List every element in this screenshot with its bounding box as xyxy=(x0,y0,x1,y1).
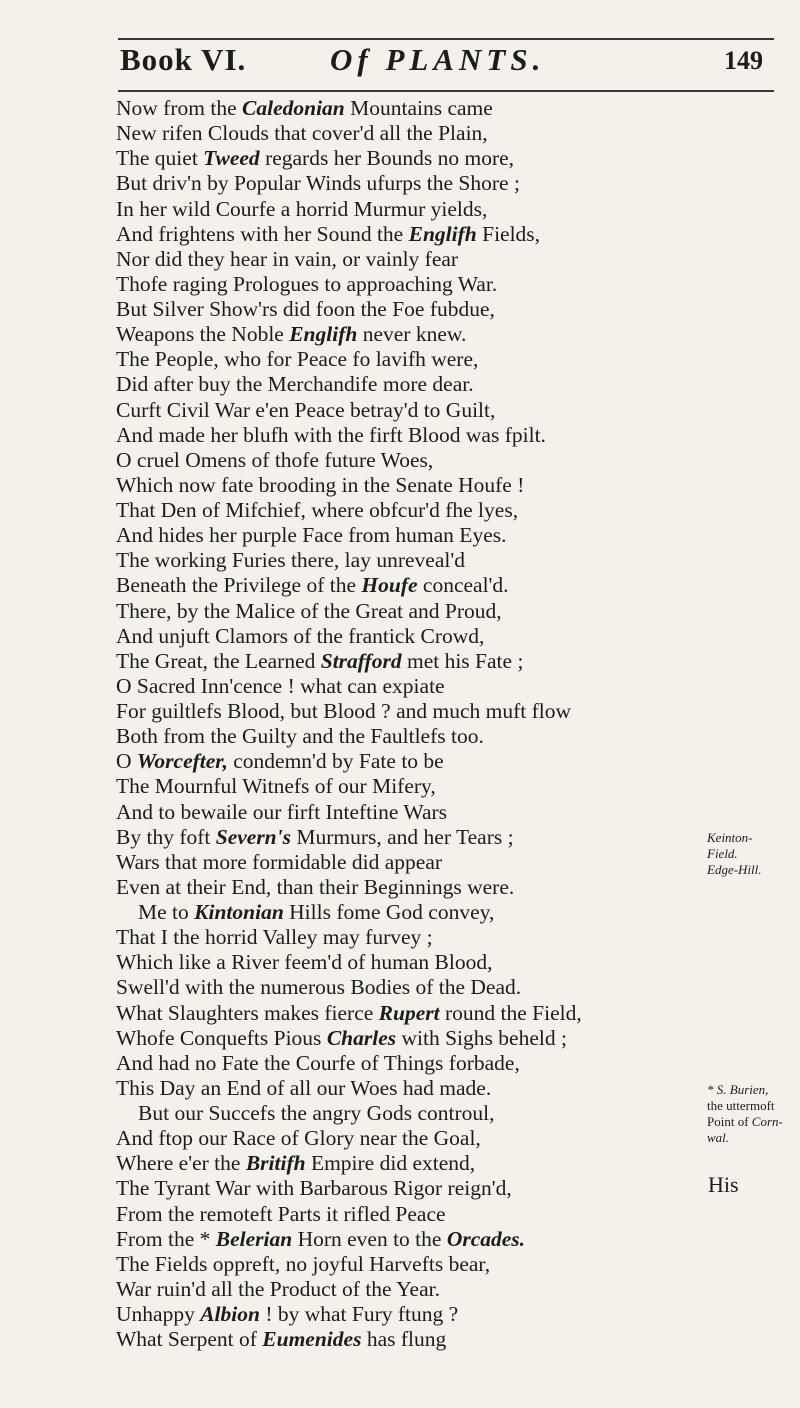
margin-note-line: * S. Burien, xyxy=(707,1082,769,1097)
verse-italic-name: Britifh xyxy=(245,1151,306,1176)
verse-line xyxy=(116,573,696,598)
verse-text: Where e'er the xyxy=(116,1151,246,1176)
verse-text: Mountains came xyxy=(344,96,493,120)
verse-text: Thofe raging Prologues to approaching War. xyxy=(116,271,498,296)
verse-text: For guiltlefs Blood, but Blood ? and much muft flow xyxy=(116,699,572,723)
verse-line xyxy=(116,599,696,624)
verse-line xyxy=(116,1026,696,1051)
verse-text: The working Furies there, lay unreveal'd xyxy=(116,548,465,573)
verse-text: met his Fate ; xyxy=(401,648,524,673)
verse-text: never knew. xyxy=(357,322,467,347)
verse-line xyxy=(116,1051,696,1076)
margin-note-keinton xyxy=(707,830,762,878)
verse-line xyxy=(116,674,696,699)
verse-line xyxy=(116,699,696,724)
verse-line xyxy=(116,1001,696,1026)
verse-italic-name: Englifh xyxy=(408,221,477,246)
verse-italic-name: Charles xyxy=(326,1025,397,1050)
verse-line xyxy=(116,96,696,121)
verse-italic-name: Strafford xyxy=(320,648,402,673)
verse-text: And ftop our Race of Glory near the Goal, xyxy=(116,1126,481,1151)
verse-text: regards her Bounds no more, xyxy=(259,146,515,171)
verse-line xyxy=(116,1327,696,1352)
verse-line xyxy=(116,649,696,674)
verse-line xyxy=(116,774,696,799)
margin-note-fragment: Point of xyxy=(707,1114,752,1129)
verse-italic-name: Worcefter, xyxy=(136,749,228,774)
verse-italic-name: Tweed xyxy=(203,146,260,171)
verse-text: Hills fome God convey, xyxy=(283,900,495,924)
verse-line xyxy=(116,1076,696,1101)
verse-line xyxy=(116,850,696,875)
verse-line xyxy=(116,950,696,975)
verse-line xyxy=(116,548,696,573)
margin-note-line xyxy=(707,1114,799,1130)
margin-note-fragment: Corn- xyxy=(751,1114,783,1129)
verse-text: Weapons the Noble xyxy=(116,322,290,347)
verse-text: Horn even to the xyxy=(292,1226,447,1251)
verse-text: War ruin'd all the Product of the Year. xyxy=(116,1276,440,1301)
verse-text: Wars that more formidable did appear xyxy=(116,849,443,874)
verse-text: That Den of Mifchief, where obfcur'd fhe lyes, xyxy=(116,498,519,522)
verse-text: Swell'd with the numerous Bodies of the Dead. xyxy=(116,975,522,1000)
verse-line xyxy=(116,1202,696,1227)
verse-text: That I the horrid Valley may furvey ; xyxy=(116,925,433,950)
verse-line xyxy=(116,1176,696,1201)
verse-text: condemn'd by Fate to be xyxy=(227,749,444,774)
verse-line xyxy=(116,1277,696,1302)
verse-italic-name: Kintonian xyxy=(194,900,284,924)
verse-italic-name: Englifh xyxy=(289,322,358,347)
verse-text: From the * xyxy=(116,1226,216,1251)
verse-text: O Sacred Inn'cence ! what can expiate xyxy=(116,673,445,698)
verse-line xyxy=(116,724,696,749)
verse-line xyxy=(116,222,696,247)
verse-line xyxy=(116,925,696,950)
verse-line xyxy=(116,272,696,297)
verse-line xyxy=(116,347,696,372)
running-head-title: Of PLANTS. xyxy=(330,42,546,77)
verse-text: Both from the Guilty and the Faultlefs too. xyxy=(116,724,484,749)
verse-line xyxy=(116,473,696,498)
verse-line xyxy=(116,1252,696,1277)
verse-line xyxy=(116,875,696,900)
verse-text: The People, who for Peace fo lavifh were, xyxy=(116,347,479,372)
verse-line xyxy=(116,1101,696,1126)
verse-text: The quiet xyxy=(116,146,204,171)
verse-line xyxy=(116,523,696,548)
verse-italic-name: Severn's xyxy=(215,824,291,849)
verse-text: But our Succefs the angry Gods controul, xyxy=(138,1101,495,1125)
verse-text: O cruel Omens of thofe future Woes, xyxy=(116,447,434,472)
verse-line xyxy=(116,1151,696,1176)
margin-note-line: Keinton- xyxy=(707,830,753,845)
verse-line xyxy=(116,197,696,222)
verse-text: And hides her purple Face from human Eyes. xyxy=(116,523,507,548)
verse-text: But Silver Show'rs did foon the Foe fubdue, xyxy=(116,297,495,321)
verse-text: Beneath the Privilege of the xyxy=(116,573,362,598)
verse-text: Empire did extend, xyxy=(305,1151,476,1176)
verse-text: From the remoteft Parts it rifled Peace xyxy=(116,1201,446,1226)
verse-italic-name: Eumenides xyxy=(262,1327,362,1352)
verse-line xyxy=(116,121,696,146)
verse-text: Whofe Conquefts Pious xyxy=(116,1025,327,1050)
verse-text: The Mournful Witnefs of our Mifery, xyxy=(116,774,436,799)
verse-line xyxy=(116,297,696,322)
verse-text: New rifen Clouds that cover'd all the Plain, xyxy=(116,121,488,146)
verse-line xyxy=(116,900,696,925)
verse-text: And to bewaile our firft Inteftine Wars xyxy=(116,799,448,824)
verse-text: Did after buy the Merchandife more dear. xyxy=(116,372,474,397)
verse-line xyxy=(116,624,696,649)
verse-line xyxy=(116,322,696,347)
verse-line xyxy=(116,1227,696,1252)
header-bottom-rule xyxy=(118,90,774,92)
verse-italic-name: Albion xyxy=(200,1302,260,1326)
margin-note-line: Edge-Hill. xyxy=(707,862,762,877)
verse-text: has flung xyxy=(361,1327,447,1352)
verse-text: round the Field, xyxy=(439,1000,582,1025)
verse-line xyxy=(116,1302,696,1327)
verse-text: The Tyrant War with Barbarous Rigor reign'd, xyxy=(116,1176,512,1201)
running-head-book: Book VI. xyxy=(120,42,247,77)
verse-line xyxy=(116,372,696,397)
margin-note-line: the uttermoft xyxy=(707,1098,775,1113)
verse-line xyxy=(116,498,696,523)
verse-body xyxy=(116,96,696,1352)
verse-line xyxy=(116,398,696,423)
verse-italic-name: Rupert xyxy=(378,1000,440,1025)
verse-italic-name: Orcades. xyxy=(446,1226,526,1251)
verse-line xyxy=(116,448,696,473)
verse-text: The Great, the Learned xyxy=(116,648,321,673)
verse-text: Me to xyxy=(138,900,195,924)
margin-note-line: wal. xyxy=(707,1130,730,1145)
verse-text: The Fields oppreft, no joyful Harvefts bear, xyxy=(116,1251,491,1276)
verse-line xyxy=(116,423,696,448)
margin-note-burien xyxy=(707,1082,799,1146)
verse-italic-name: Belerian xyxy=(215,1226,293,1251)
verse-text: There, by the Malice of the Great and Proud, xyxy=(116,598,502,623)
verse-line xyxy=(116,247,696,272)
verse-text: By thy foft xyxy=(116,824,216,849)
verse-text: What Slaughters makes fierce xyxy=(116,1000,379,1025)
verse-italic-name: Caledonian xyxy=(242,96,345,120)
verse-text: with Sighs beheld ; xyxy=(396,1025,567,1050)
verse-line xyxy=(116,825,696,850)
header-top-rule xyxy=(118,38,774,40)
verse-text: Murmurs, and her Tears ; xyxy=(290,824,514,849)
verse-text: ! by what Fury ftung ? xyxy=(259,1302,459,1326)
verse-line xyxy=(116,800,696,825)
verse-text: conceal'd. xyxy=(417,573,509,598)
verse-text: Unhappy xyxy=(116,1302,201,1326)
verse-text: Which like a River feem'd of human Blood, xyxy=(116,950,493,975)
verse-text: Now from the xyxy=(116,96,242,120)
verse-text: And frightens with her Sound the xyxy=(116,221,409,246)
verse-text: In her wild Courfe a horrid Murmur yields, xyxy=(116,196,488,221)
verse-text: Curft Civil War e'en Peace betray'd to Guilt, xyxy=(116,397,496,422)
verse-text: And unjuft Clamors of the frantick Crowd, xyxy=(116,623,485,648)
verse-line xyxy=(116,975,696,1000)
page-number: 149 xyxy=(724,46,763,75)
verse-text: But driv'n by Popular Winds ufurps the Shore ; xyxy=(116,171,520,196)
verse-text: What Serpent of xyxy=(116,1327,263,1352)
verse-text: Which now fate brooding in the Senate Houfe ! xyxy=(116,472,525,497)
verse-text: This Day an End of all our Woes had made. xyxy=(116,1075,492,1100)
verse-text: And made her blufh with the firft Blood was fpilt. xyxy=(116,422,546,447)
verse-italic-name: Houfe xyxy=(361,573,418,598)
verse-text: Nor did they hear in vain, or vainly fear xyxy=(116,246,459,271)
verse-text: And had no Fate the Courfe of Things forbade, xyxy=(116,1050,520,1075)
verse-line xyxy=(116,171,696,196)
verse-line xyxy=(116,749,696,774)
margin-note-line: Field. xyxy=(707,846,738,861)
verse-text: Even at their End, than their Beginnings were. xyxy=(116,874,515,899)
catchword: His xyxy=(708,1172,739,1197)
verse-line xyxy=(116,1126,696,1151)
verse-text: O xyxy=(116,749,137,774)
verse-text: Fields, xyxy=(476,221,541,246)
verse-line xyxy=(116,146,696,171)
